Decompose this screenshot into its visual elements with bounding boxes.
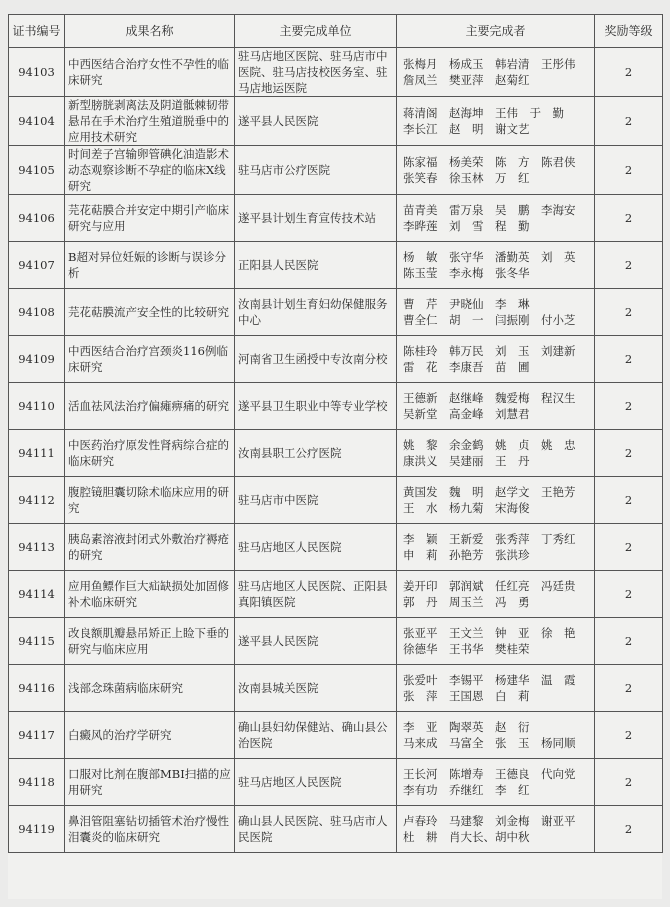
title-cell: 中西医结合治疗女性不孕性的临床研究 [65, 48, 235, 97]
table-row [9, 195, 663, 242]
table-body [9, 48, 663, 853]
people-cell [397, 97, 595, 146]
people-cell [397, 759, 595, 806]
award-cell: 2 [595, 97, 663, 146]
cert-no-cell: 94117 [9, 712, 65, 759]
cert-no-cell: 94103 [9, 48, 65, 97]
title-cell: 活血祛风法治疗偏瘫痹痛的研究 [65, 383, 235, 430]
people-cell [397, 806, 595, 853]
title-cell: 芫花萜膜流产安全性的比较研究 [65, 289, 235, 336]
award-cell: 2 [595, 242, 663, 289]
title-cell: 应用鱼鳔作巨大疝缺损处加固修补术临床研究 [65, 571, 235, 618]
people-line: 黄国发 魏 明 赵学文 王艳芳 [403, 485, 576, 499]
cert-no-cell: 94112 [9, 477, 65, 524]
unit-cell: 汝南县城关医院 [235, 665, 397, 712]
title-cell: 浅部念珠菌病临床研究 [65, 665, 235, 712]
unit-cell: 驻马店地区人民医院、正阳县真阳镇医院 [235, 571, 397, 618]
table-row [9, 383, 663, 430]
unit-cell: 遂平县计划生育宣传技术站 [235, 195, 397, 242]
table-row [9, 618, 663, 665]
header-title: 成果名称 [65, 15, 235, 48]
cert-no-cell: 94119 [9, 806, 65, 853]
unit-cell: 驻马店市公疗医院 [235, 146, 397, 195]
unit-cell: 驻马店地区医院、驻马店市中医院、驻马店技校医务室、驻马店地运医院 [235, 48, 397, 97]
unit-cell: 遂平县人民医院 [235, 618, 397, 665]
people-cell [397, 524, 595, 571]
award-cell: 2 [595, 336, 663, 383]
people-cell [397, 571, 595, 618]
people-cell [397, 336, 595, 383]
award-cell: 2 [595, 665, 663, 712]
people-line: 陈家福 杨美荣 陈 方 陈君侠 [403, 155, 576, 169]
people-line: 李 亚 陶翠英 赵 衍 [403, 720, 530, 734]
unit-cell: 正阳县人民医院 [235, 242, 397, 289]
people-cell [397, 242, 595, 289]
people-line: 陈桂玲 韩万民 刘 玉 刘建新 [403, 344, 576, 358]
unit-cell: 汝南县职工公疗医院 [235, 430, 397, 477]
title-cell: 胰岛素溶液封闭式外敷治疗褥疮的研究 [65, 524, 235, 571]
table-row [9, 289, 663, 336]
table-row [9, 712, 663, 759]
people-cell [397, 48, 595, 97]
cert-no-cell: 94109 [9, 336, 65, 383]
cert-no-cell: 94107 [9, 242, 65, 289]
people-line: 王德新 赵继峰 魏爱梅 程汉生 [403, 391, 576, 405]
header-unit: 主要完成单位 [235, 15, 397, 48]
title-cell: 中西医结合治疗宫颈炎116例临床研究 [65, 336, 235, 383]
people-line: 吴新堂 高金峰 刘慧君 [403, 407, 530, 421]
title-cell: B超对异位妊娠的诊断与误诊分析 [65, 242, 235, 289]
people-line: 申 莉 孙艳芳 张洪珍 [403, 548, 530, 562]
table-row [9, 97, 663, 146]
award-cell: 2 [595, 618, 663, 665]
unit-cell: 遂平县人民医院 [235, 97, 397, 146]
people-line: 陈玉莹 李永梅 张冬华 [403, 266, 530, 280]
people-line: 李晔莲 刘 雪 程 勤 [403, 219, 530, 233]
title-cell: 鼻泪管阻塞钻切插管术治疗慢性泪囊炎的临床研究 [65, 806, 235, 853]
people-cell [397, 665, 595, 712]
award-cell: 2 [595, 195, 663, 242]
unit-cell: 驻马店地区人民医院 [235, 759, 397, 806]
people-line: 曹 芹 尹晓仙 李 琳 [403, 297, 530, 311]
cert-no-cell: 94114 [9, 571, 65, 618]
people-line: 王长河 陈增寿 王德良 代向党 [403, 767, 576, 781]
header-cert-no: 证书编号 [9, 15, 65, 48]
table-row [9, 336, 663, 383]
table-row [9, 759, 663, 806]
people-line: 徐德华 王书华 樊桂荣 [403, 642, 530, 656]
people-cell [397, 430, 595, 477]
table-row [9, 146, 663, 195]
title-cell: 口服对比剂在腹部MBI扫描的应用研究 [65, 759, 235, 806]
title-cell: 芫花萜膜合并安定中期引产临床研究与应用 [65, 195, 235, 242]
award-cell: 2 [595, 146, 663, 195]
people-cell [397, 195, 595, 242]
people-cell [397, 383, 595, 430]
unit-cell: 汝南县计划生育妇幼保健服务中心 [235, 289, 397, 336]
table-row [9, 665, 663, 712]
table-header-row [9, 15, 663, 48]
people-line: 杜 耕 肖大长、胡中秋 [403, 830, 530, 844]
table-row [9, 477, 663, 524]
award-cell: 2 [595, 712, 663, 759]
cert-no-cell: 94108 [9, 289, 65, 336]
award-cell: 2 [595, 571, 663, 618]
title-cell: 腹腔镜胆囊切除术临床应用的研究 [65, 477, 235, 524]
people-line: 詹凤兰 樊亚萍 赵菊红 [403, 73, 530, 87]
cert-no-cell: 94116 [9, 665, 65, 712]
unit-cell: 驻马店市中医院 [235, 477, 397, 524]
cert-no-cell: 94111 [9, 430, 65, 477]
header-people: 主要完成者 [397, 15, 595, 48]
table-row [9, 48, 663, 97]
people-line: 蒋清阁 赵海坤 王伟 于 勤 [403, 106, 564, 120]
people-line: 曹全仁 胡 一 闫振刚 付小芝 [403, 313, 576, 327]
cert-no-cell: 94113 [9, 524, 65, 571]
people-line: 李 颖 王新爱 张秀萍 丁秀红 [403, 532, 576, 546]
people-line: 马来成 马富全 张 玉 杨同顺 [403, 736, 576, 750]
header-award: 奖励等级 [595, 15, 663, 48]
people-line: 康洪义 吴建丽 王 丹 [403, 454, 530, 468]
award-cell: 2 [595, 759, 663, 806]
people-cell [397, 289, 595, 336]
people-cell [397, 146, 595, 195]
cert-no-cell: 94105 [9, 146, 65, 195]
people-line: 张爱叶 李锡平 杨建华 温 霞 [403, 673, 576, 687]
cert-no-cell: 94106 [9, 195, 65, 242]
table-row [9, 242, 663, 289]
unit-cell: 确山县人民医院、驻马店市人民医院 [235, 806, 397, 853]
title-cell: 新型膀胱剥离法及阴道骶棘韧带悬吊在手术治疗生殖道脱垂中的应用技术研究 [65, 97, 235, 146]
cert-no-cell: 94104 [9, 97, 65, 146]
unit-cell: 河南省卫生函授中专汝南分校 [235, 336, 397, 383]
award-cell: 2 [595, 806, 663, 853]
table-row [9, 571, 663, 618]
people-line: 雷 花 李康吾 苗 圃 [403, 360, 530, 374]
award-cell: 2 [595, 289, 663, 336]
award-cell: 2 [595, 48, 663, 97]
table-row [9, 430, 663, 477]
cert-no-cell: 94118 [9, 759, 65, 806]
cert-no-cell: 94115 [9, 618, 65, 665]
people-line: 张梅月 杨成玉 韩岩清 王彤伟 [403, 57, 576, 71]
people-line: 李有功 乔继红 李 红 [403, 783, 530, 797]
people-line: 王 水 杨九菊 宋海俊 [403, 501, 530, 515]
cert-no-cell: 94110 [9, 383, 65, 430]
unit-cell: 确山县妇幼保健站、确山县公治医院 [235, 712, 397, 759]
people-line: 姜开印 郭润斌 任红亮 冯廷贵 [403, 579, 576, 593]
award-cell: 2 [595, 430, 663, 477]
title-cell: 中医药治疗原发性肾病综合症的临床研究 [65, 430, 235, 477]
people-cell [397, 477, 595, 524]
people-line: 卢春玲 马建黎 刘金梅 谢亚平 [403, 814, 576, 828]
unit-cell: 遂平县卫生职业中等专业学校 [235, 383, 397, 430]
table-row [9, 524, 663, 571]
document-page [8, 14, 662, 899]
table-row [9, 806, 663, 853]
people-line: 张 萍 王国恩 白 莉 [403, 689, 530, 703]
unit-cell: 驻马店地区人民医院 [235, 524, 397, 571]
people-line: 张亚平 王文兰 钟 亚 徐 艳 [403, 626, 576, 640]
people-cell [397, 712, 595, 759]
people-line: 李长江 赵 明 谢文艺 [403, 122, 530, 136]
award-cell: 2 [595, 477, 663, 524]
title-cell: 白癜风的治疗学研究 [65, 712, 235, 759]
title-cell: 改良额肌瓣悬吊矫正上睑下垂的研究与临床应用 [65, 618, 235, 665]
award-cell: 2 [595, 383, 663, 430]
people-cell [397, 618, 595, 665]
people-line: 郭 丹 周玉兰 冯 勇 [403, 595, 530, 609]
awards-table [8, 14, 663, 853]
people-line: 苗青美 雷万泉 吴 鹏 李海安 [403, 203, 576, 217]
title-cell: 时间差子宫输卵管碘化油造影术动态观察诊断不孕症的临床X线研究 [65, 146, 235, 195]
people-line: 姚 黎 余金鹤 姚 贞 姚 忠 [403, 438, 576, 452]
award-cell: 2 [595, 524, 663, 571]
people-line: 杨 敏 张守华 潘勤英 刘 英 [403, 250, 576, 264]
people-line: 张笑春 徐玉林 万 红 [403, 171, 530, 185]
